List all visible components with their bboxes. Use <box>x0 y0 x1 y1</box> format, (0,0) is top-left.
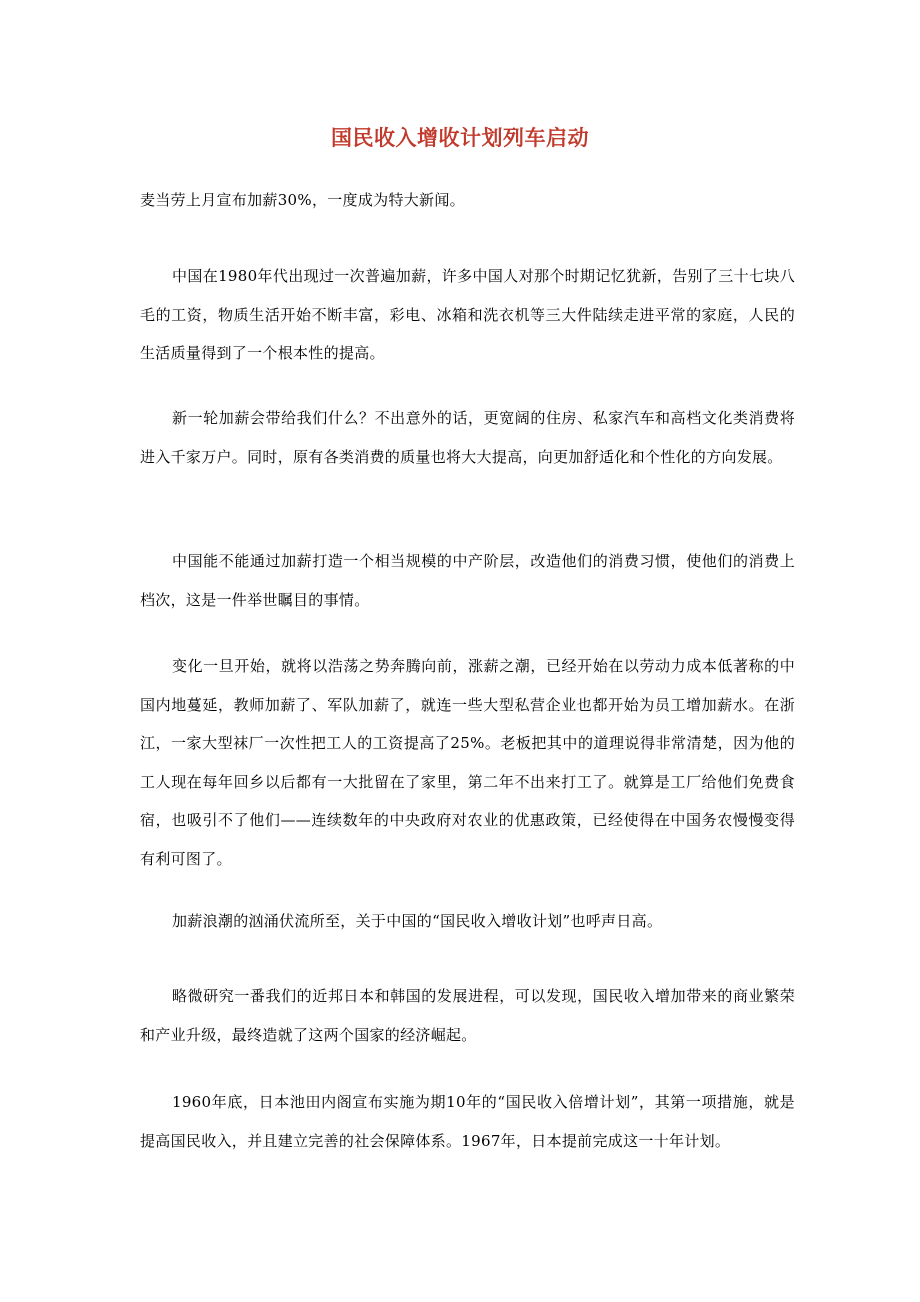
paragraph-income-plan: 加薪浪潮的汹涌伏流所至，关于中国的“国民收入增收计划”也呼声日高。 <box>172 912 663 930</box>
paragraph-japan-korea: 略微研究一番我们的近邦日本和韩国的发展进程，可以发现，国民收入增加带来的商业繁荣和产业升级，最终造就了这两个国家的经济崛起。 <box>140 987 795 1044</box>
paragraph-japan-1960: 1960年底，日本池田内阁宣布实施为期10年的“国民收入倍增计划”，其第一项措施，就是提高国民收入，并且建立完善的社会保障体系。1967年，日本提前完成这一十年计划。 <box>140 1093 795 1150</box>
paragraph-middle-class: 中国能不能通过加薪打造一个相当规模的中产阶层，改造他们的消费习惯，使他们的消费上档次，这是一件举世瞩目的事情。 <box>140 552 795 609</box>
paragraph-new-raise: 新一轮加薪会带给我们什么？不出意外的话，更宽阔的住房、私家汽车和高档文化类消费将进入千家万户。同时，原有各类消费的质量也将大大提高，向更加舒适化和个性化的方向发展。 <box>140 409 795 466</box>
paragraph-intro: 麦当劳上月宣布加薪30%，一度成为特大新闻。 <box>140 191 465 209</box>
paragraph-1980s-raise: 中国在1980年代出现过一次普遍加薪，许多中国人对那个时期记忆犹新，告别了三十七块八毛的工资，物质生活开始不断丰富，彩电、冰箱和洗衣机等三大件陆续走进平常的家庭，人民的生活质量得到了一个根本性的提高。 <box>140 267 795 362</box>
document-title: 国民收入增收计划列车启动 <box>331 125 589 150</box>
paragraph-wave-of-change: 变化一旦开始，就将以浩荡之势奔腾向前，涨薪之潮，已经开始在以劳动力成本低著称的中国内地蔓延，教师加薪了、军队加薪了，就连一些大型私营企业也都开始为员工增加薪水。在浙江，一家大型袜厂一次性把工人的工资提高了25%。老板把其中的道理说得非常清楚，因为他的工人现在每年回乡以后都有一大批留在了家里，第二年不出来打工了。就算是工厂给他们免费食宿，也吸引不了他们——连续数年的中央政府对农业的优惠政策，已经使得在中国务农慢慢变得有利可图了。 <box>140 657 795 868</box>
